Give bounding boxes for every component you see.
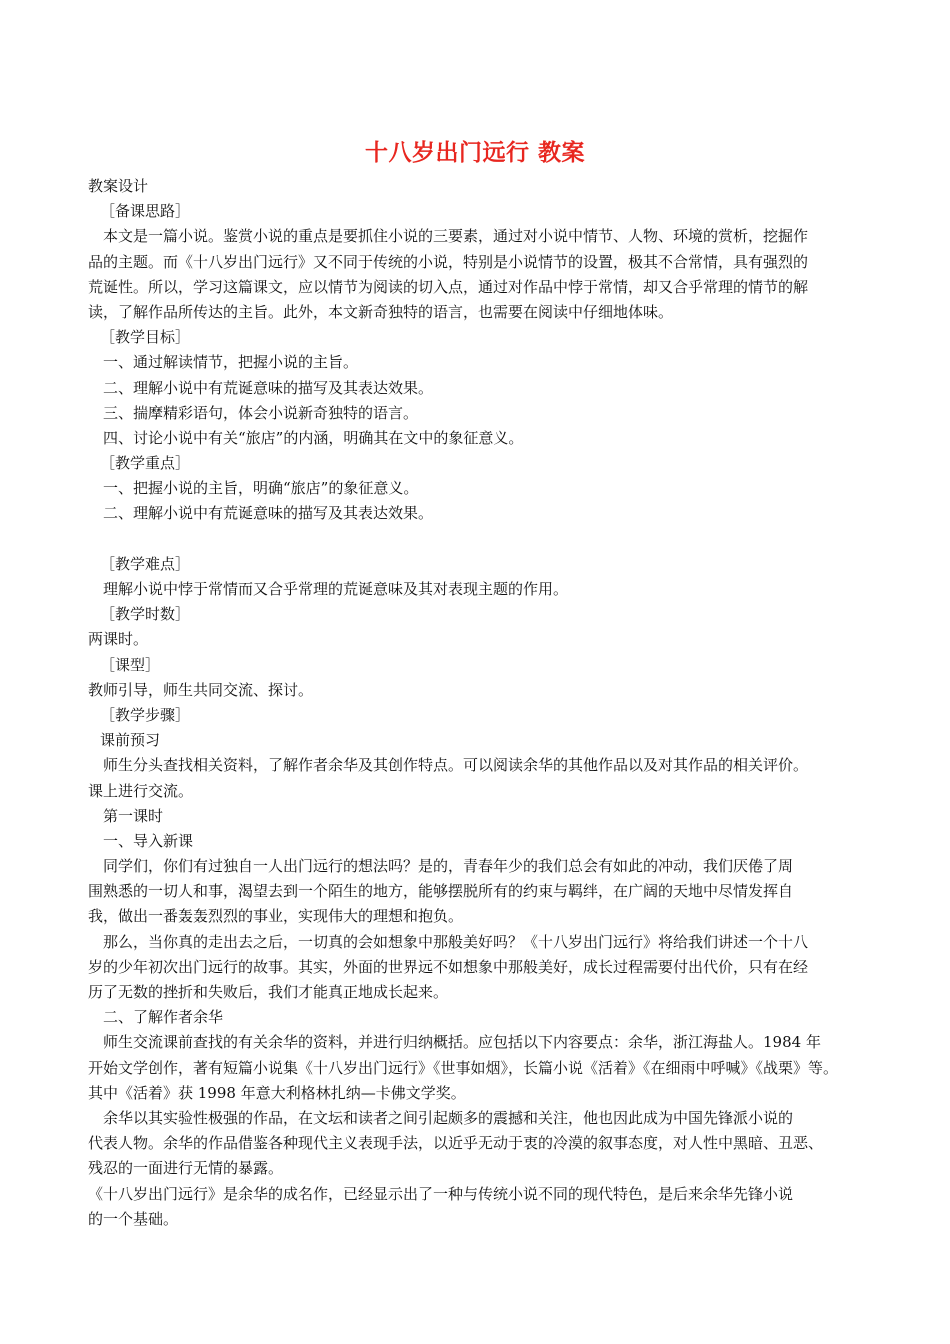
step-heading: 二、了解作者余华 [103, 1008, 224, 1027]
list-item: 四、讨论小说中有关“旅店”的内涵，明确其在文中的象征意义。 [103, 428, 524, 447]
list-item: 一、把握小说的主旨，明确“旅店”的象征意义。 [103, 479, 419, 498]
paragraph-line: 的一个基础。 [88, 1209, 179, 1228]
paragraph-line: 课上进行交流。 [88, 781, 194, 800]
paragraph-line: 师生交流课前查找的有关余华的资料，并进行归纳概括。应包括以下内容要点：余华，浙江海盐人。1984 年 [103, 1033, 821, 1052]
subsection-heading: ［教学难点］ [100, 554, 191, 573]
blank-line [88, 527, 868, 552]
list-item: 二、理解小说中有荒诞意味的描写及其表达效果。 [103, 378, 434, 397]
subsection-heading: ［教学目标］ [100, 328, 191, 347]
paragraph-line: 其中《活着》获 1998 年意大利格林扎纳—卡佛文学奖。 [88, 1083, 466, 1102]
paragraph-line: 围熟悉的一切人和事，渴望去到一个陌生的地方，能够摆脱所有的约束与羁绊，在广阔的天地中尽情发挥自 [88, 882, 794, 901]
paragraph-line: 理解小说中悖于常情而又合乎常理的荒诞意味及其对表现主题的作用。 [103, 580, 569, 598]
paragraph-line: 代表人物。余华的作品借鉴各种现代主义表现手法，以近乎无动于衷的冷漠的叙事态度，对人性中黑暗、丑恶、 [88, 1134, 824, 1153]
list-item: 一、通过解读情节，把握小说的主旨。 [103, 353, 359, 372]
document-title: 十八岁出门远行 教案 [364, 140, 585, 166]
paragraph-line: 师生分头查找相关资料，了解作者余华及其创作特点。可以阅读余华的其他作品以及对其作品的相关评价。 [103, 756, 809, 775]
paragraph-line: 岁的少年初次出门远行的故事。其实，外面的世界远不如想象中那般美好，成长过程需要付出代价，只有在经 [88, 957, 809, 976]
paragraph-line: 历了无数的挫折和失败后，我们才能真正地成长起来。 [88, 983, 449, 1001]
subsection-heading: ［教学重点］ [100, 454, 191, 473]
paragraph-line: 读，了解作品所传达的主旨。此外，本文新奇独特的语言，也需要在阅读中仔细地体味。 [88, 302, 674, 321]
section-heading: 教案设计 [88, 177, 149, 195]
paragraph-line: 同学们，你们有过独自一人出门远行的想法吗？是的，青春年少的我们总会有如此的冲动，我们厌倦了周 [103, 857, 794, 876]
subsection-heading: ［备课思路］ [100, 202, 191, 221]
subsection-heading: ［教学步骤］ [100, 705, 191, 724]
step-heading: 一、导入新课 [103, 831, 194, 850]
list-item: 三、揣摩精彩语句，体会小说新奇独特的语言。 [103, 403, 419, 422]
paragraph-line: 那么，当你真的走出去之后，一切真的会如想象中那般美好吗？《十八岁出门远行》将给我们讲述一个十八 [103, 932, 809, 951]
step-heading: 课前预习 [100, 731, 161, 750]
paragraph-line: 本文是一篇小说。鉴赏小说的重点是要抓住小说的三要素，通过对小说中情节、人物、环境的赏析，挖掘作 [103, 227, 809, 246]
paragraph-line: 品的主题。而《十八岁出门远行》又不同于传统的小说，特别是小说情节的设置，极其不合常情，具有强烈的 [88, 252, 809, 271]
subsection-heading: ［教学时数］ [100, 605, 191, 624]
list-item: 二、理解小说中有荒诞意味的描写及其表达效果。 [103, 504, 434, 523]
step-heading: 第一课时 [103, 806, 164, 825]
paragraph-line: 教师引导，师生共同交流、探讨。 [88, 680, 314, 699]
paragraph-line: 残忍的一面进行无情的暴露。 [88, 1159, 284, 1178]
paragraph-line: 余华以其实验性极强的作品，在文坛和读者之间引起颇多的震撼和关注，他也因此成为中国先锋派小说的 [103, 1108, 794, 1127]
paragraph-line: 荒诞性。所以，学习这篇课文，应以情节为阅读的切入点，通过对作品中悖于常情，却又合乎常理的情节的解 [88, 277, 809, 296]
paragraph-line: 《十八岁出门远行》是余华的成名作，已经显示出了一种与传统小说不同的现代特色，是后来余华先锋小说 [88, 1184, 794, 1203]
document-body [88, 174, 868, 1232]
subsection-heading: ［课型］ [100, 655, 161, 674]
paragraph-line: 两课时。 [88, 630, 149, 649]
paragraph-line: 开始文学创作，著有短篇小说集《十八岁出门远行》《世事如烟》，长篇小说《活着》《在细雨中呼喊》《战栗》等。 [88, 1058, 839, 1077]
paragraph-line: 我，做出一番轰轰烈烈的事业，实现伟大的理想和抱负。 [88, 907, 464, 926]
